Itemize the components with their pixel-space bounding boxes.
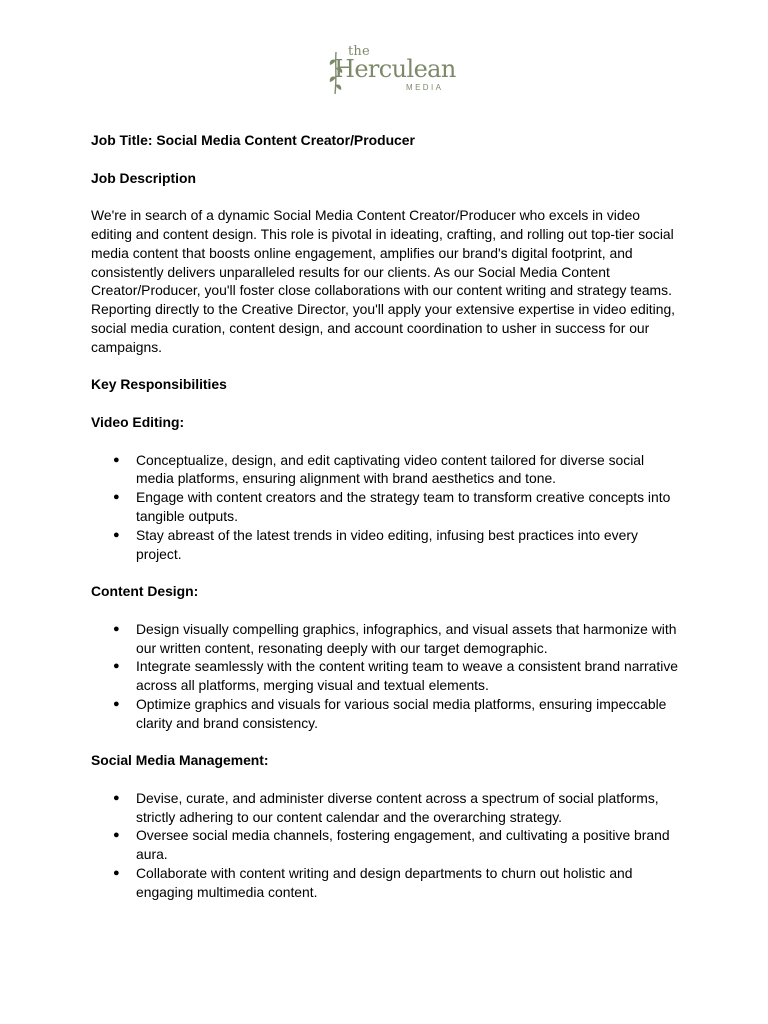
list-item: ● Optimize graphics and visuals for various social media platforms, ensuring impeccable clarity and brand consistency. bbox=[91, 695, 681, 733]
section-heading-content-design: Content Design: bbox=[91, 583, 199, 600]
job-description-text: We're in search of a dynamic Social Media Content Creator/Producer who excels in video editing and content design. This role is pivotal in ideating, crafting, and rolling out top-tier social media content that boosts online engagement, amplifies our brand's digital footprint, and consistently delivers unparalleled results for our clients. As our Social Media Content Creator/Producer, you'll foster close collaborations with our content writing and strategy teams. Reporting directly to the Creative Director, you'll apply your extensive expertise in video editing, social media curation, content design, and account coordination to usher in success for our campaigns. bbox=[91, 207, 676, 355]
section-heading-social-media-management: Social Media Management: bbox=[91, 752, 269, 769]
key-responsibilities-heading: Key Responsibilities bbox=[91, 376, 227, 393]
document-body bbox=[91, 131, 691, 902]
list-item: ● Design visually compelling graphics, infographics, and visual assets that harmonize with our written content, resonating deeply with our target demographic. bbox=[91, 620, 681, 658]
logo-the-text: the bbox=[348, 44, 370, 59]
section-heading-video-editing: Video Editing: bbox=[91, 413, 185, 430]
logo-name-text: Herculean bbox=[334, 55, 456, 83]
list-item: ● Conceptualize, design, and edit captivating video content tailored for diverse social media platforms, ensuring alignment with brand aesthetics and tone. bbox=[91, 451, 681, 489]
logo-sub-text: MEDIA bbox=[406, 83, 444, 92]
job-description-heading: Job Description bbox=[91, 169, 196, 186]
company-logo bbox=[326, 44, 456, 98]
video-editing-list bbox=[91, 451, 691, 564]
list-item: ● Collaborate with content writing and design departments to churn out holistic and engaging multimedia content. bbox=[91, 864, 681, 902]
content-design-list bbox=[91, 620, 691, 733]
social-media-management-list bbox=[91, 789, 691, 902]
list-item: ● Integrate seamlessly with the content writing team to weave a consistent brand narrative across all platforms, merging visual and textual elements. bbox=[91, 657, 681, 695]
list-item: ● Engage with content creators and the strategy team to transform creative concepts into tangible outputs. bbox=[91, 488, 681, 526]
list-item: ● Devise, curate, and administer diverse content across a spectrum of social platforms, strictly adhering to our content calendar and the overarching strategy. bbox=[91, 789, 681, 827]
list-item: ● Oversee social media channels, fostering engagement, and cultivating a positive brand aura. bbox=[91, 826, 681, 864]
job-title: Job Title: Social Media Content Creator/Producer bbox=[91, 132, 415, 148]
list-item: ● Stay abreast of the latest trends in video editing, infusing best practices into every project. bbox=[91, 526, 681, 564]
